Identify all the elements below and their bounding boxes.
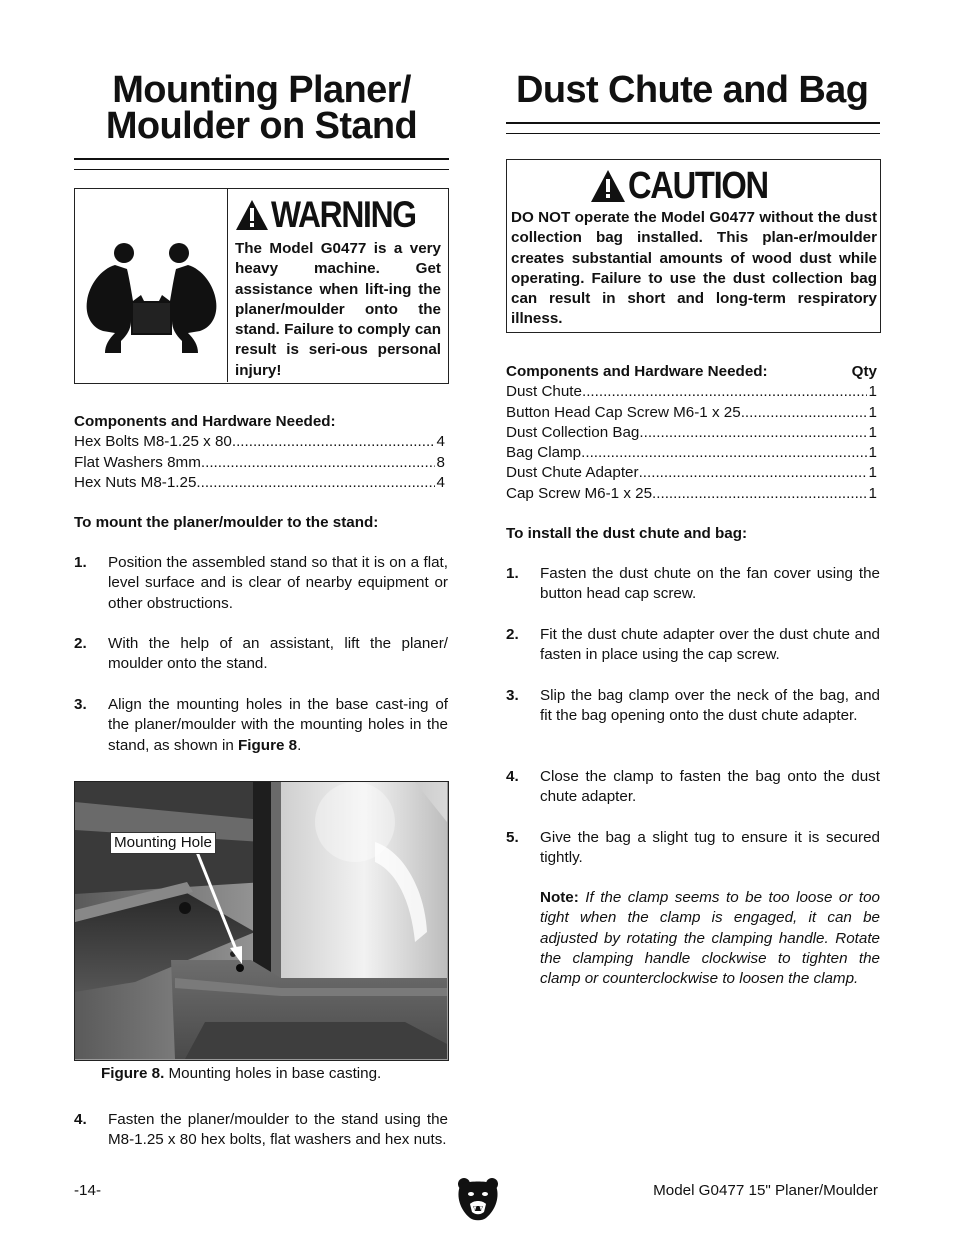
caution-label: CAUTION [627,165,768,207]
right-step-3: 3. Slip the bag clamp over the neck of the bag, and fit the bag opening onto the dust chute adapter. [506,687,880,725]
warning-content [235,195,441,381]
hardware-row: Dust Collection Bag ..... 1 [506,423,877,443]
footer-model: Model G0477 15" Planer/Moulder [653,1182,878,1199]
hardware-row: Hex Nuts M8-1.25 ..... 4 [74,473,445,493]
warning-signal-word [235,195,441,235]
left-step-2: 2. With the help of an assistant, lift the planer/ moulder onto the stand. [74,635,448,673]
caution-box [506,159,881,333]
left-step-1: 1. Position the assembled stand so that it is on a flat, level surface and is clear of nearby equipment or other obstructions. [74,554,448,612]
hardware-row: Flat Washers 8mm ..... 8 [74,453,445,473]
planer-base-photo [75,782,447,1059]
right-components [506,362,877,504]
left-components [74,412,445,493]
warning-text: The Model G0477 is a very heavy machine. Get assistance when lift-ing the planer/moulder onto the stand. Failure to comply can result is seri-ous personal injury! [235,240,441,379]
exclamation-triangle-icon [235,199,269,231]
hardware-row: Dust Chute Adapter ..... 1 [506,463,877,483]
figure-reference[interactable]: Figure 8 [238,736,298,754]
hardware-row: Dust Chute ..... 1 [506,382,877,402]
hardware-row: Button Head Cap Screw M6-1 x 25 ..... 1 [506,403,877,423]
exclamation-triangle-icon [590,169,626,203]
title-rule [74,158,449,179]
hardware-row: Hex Bolts M8-1.25 x 80 ..... 4 [74,432,445,452]
right-step-1: 1. Fasten the dust chute on the fan cover using the button head cap screw. [506,565,880,603]
right-step-5: 5. Give the bag a slight tug to ensure it is secured tightly. [506,829,880,867]
page-number: -14- [74,1182,102,1199]
right-procedure-heading: To install the dust chute and bag: [506,525,748,542]
warning-box [74,188,449,384]
left-procedure-heading: To mount the planer/moulder to the stand: [74,514,379,531]
figure-8-caption: Figure 8. Mounting holes in base casting. [101,1065,382,1082]
section-title-dust-chute: Dust Chute and Bag [516,69,869,111]
left-components-heading: Components and Hardware Needed: [74,413,336,430]
right-step-2: 2. Fit the dust chute adapter over the dust chute and fasten in place using the cap screw. [506,626,880,664]
hardware-row: Bag Clamp ..... 1 [506,443,877,463]
right-step-4: 4. Close the clamp to fasten the bag onto the dust chute adapter. [506,768,880,806]
caution-text: DO NOT operate the Model G0477 without the dust collection bag installed. This plan-er/moulder creates substantial amounts of wood dust while operating. Failure to use the dust collection bag can result in short and long-term respiratory illness. [511,209,877,328]
mounting-hole-callout: Mounting Hole [110,832,216,854]
caution-signal-word [507,164,880,208]
right-note: Note: If the clamp seems to be too loose or too tight when the clamp is engaged, it can be adjusted by rotating the clamping handle. Rotate the clamping handle clockwise to tighten the clamp or counterclockwise to loosen the clamp. [540,889,880,988]
two-person-lift-icon [75,189,227,382]
section-title-mounting: Mounting Planer/ Moulder on Stand [105,69,418,147]
title-rule [506,122,880,143]
bear-head-logo-icon [456,1176,500,1222]
hardware-row: Cap Screw M6-1 x 25 ..... 1 [506,484,877,504]
right-components-header: Components and Hardware Needed: Qty [506,363,877,380]
left-step-3: 3. Align the mounting holes in the base cast-ing of the planer/moulder with the mounting holes in the stand, as shown in Figure 8. [74,696,448,754]
warning-pictogram-cell [75,189,228,382]
left-step-4: 4. Fasten the planer/moulder to the stand using the M8-1.25 x 80 hex bolts, flat washers and hex nuts. [74,1111,448,1149]
figure-8-photo [74,781,449,1061]
warning-label: WARNING [271,194,416,235]
